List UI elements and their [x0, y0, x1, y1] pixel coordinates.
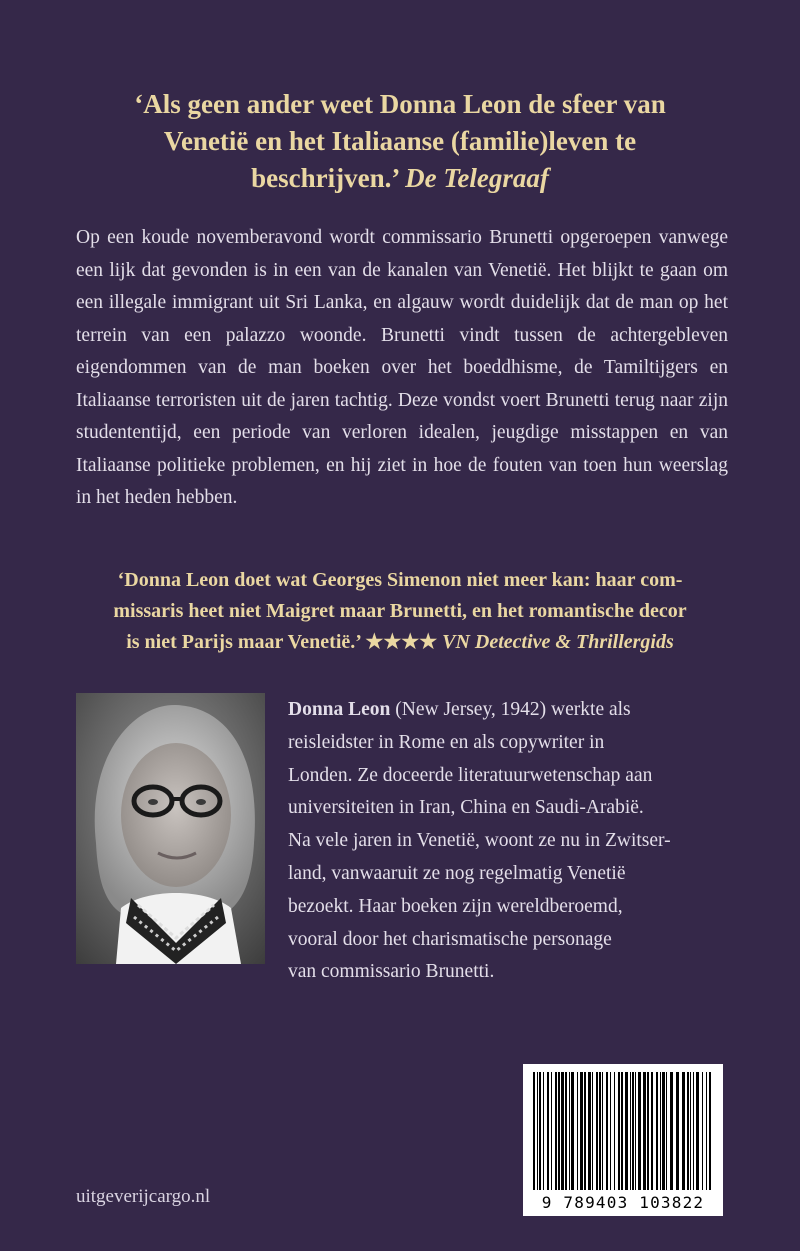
barcode-bar	[614, 1072, 615, 1190]
bio-line: reisleidster in Rome en als copywriter in	[288, 731, 605, 753]
isbn-digits: 9 789403 103822	[541, 1193, 705, 1212]
author-name: Donna Leon	[288, 699, 391, 720]
barcode-bar	[565, 1072, 567, 1190]
bio-line: Na vele jaren in Venetië, woont ze nu in Zwitser-	[288, 830, 671, 852]
barcode-bar	[690, 1072, 691, 1190]
barcode-bar	[693, 1072, 694, 1190]
quote-source: VN Detective & Thrillergids	[442, 631, 674, 653]
barcode-bar	[696, 1072, 699, 1190]
barcode-bar	[630, 1072, 631, 1190]
book-blurb: Op een koude novemberavond wordt commissario Brunetti opgeroepen vanwege een lijk dat gevonden is in een van de kanalen van Venetië. Het blijkt te gaan om een illegale immigrant uit Sri Lanka, en algauw wordt duidelijk dat de man op het terrein van een palazzo woonde. Brunetti vindt tussen de achtergebleven eigendommen van de man boeken over het boeddhisme, de Tamiltijgers en Italiaanse terroristen uit de jaren tachtig. Deze vondst voert Brunetti terug naar zijn studententijd, een periode van verloren idealen, jeugdige misstappen en van Italiaanse politieke problemen, en hij ziet in hoe de fouten van toen hun weerslag in het heden hebben.	[76, 227, 728, 508]
barcode-bar	[588, 1072, 591, 1190]
publisher-website: uitgeverijcargo.nl	[76, 1186, 211, 1207]
bio-line: universiteiten in Iran, China en Saudi-Arabië.	[288, 797, 644, 819]
barcode-bar	[596, 1072, 598, 1190]
barcode-bar	[602, 1072, 603, 1190]
barcode-bar	[635, 1072, 636, 1190]
barcode-bar	[592, 1072, 593, 1190]
bio-line: Londen. Ze doceerde literatuurwetenschap aan	[288, 764, 653, 786]
barcode-bar	[632, 1072, 634, 1190]
barcode-bar	[647, 1072, 649, 1190]
bio-line: van commissario Brunetti.	[288, 961, 495, 983]
barcode-bar	[599, 1072, 601, 1190]
isbn-barcode	[523, 1064, 723, 1216]
barcode-bar	[621, 1072, 623, 1190]
barcode-bar	[618, 1072, 620, 1190]
bio-text: (New Jersey, 1942) werkte als	[390, 699, 631, 720]
quote-text: is niet Parijs maar Venetië.’ ★★★★	[126, 631, 443, 653]
barcode-bar	[662, 1072, 665, 1190]
barcode-bar	[660, 1072, 661, 1190]
barcode-bar	[571, 1072, 574, 1190]
quote-line: ‘Als geen ander weet Donna Leon de sfeer van	[134, 89, 666, 119]
barcode-bar	[670, 1072, 673, 1190]
barcode-bar	[687, 1072, 689, 1190]
press-quote-telegraaf	[60, 86, 740, 197]
barcode-bar	[584, 1072, 586, 1190]
bio-line: land, vanwaaruit ze nog regelmatig Venetië	[288, 862, 626, 884]
bio-line: vooral door het charismatische personage	[288, 928, 612, 950]
barcode-bar	[702, 1072, 703, 1190]
barcode-bar	[656, 1072, 658, 1190]
press-quote-vn	[66, 565, 734, 658]
barcode-bar	[555, 1072, 557, 1190]
author-bio	[288, 694, 728, 989]
quote-line: missaris heet niet Maigret maar Brunetti, en het romantische decor	[113, 600, 687, 622]
barcode-bar	[709, 1072, 711, 1190]
barcode-bar	[610, 1072, 611, 1190]
author-photo	[76, 693, 265, 964]
barcode-bar	[561, 1072, 564, 1190]
barcode-bar	[682, 1072, 685, 1190]
barcode-bar	[606, 1072, 608, 1190]
barcode-bar	[543, 1072, 544, 1190]
quote-source: De Telegraaf	[405, 163, 549, 193]
barcode-bar	[558, 1072, 560, 1190]
barcode-bar	[533, 1072, 535, 1190]
barcode-bar	[706, 1072, 707, 1190]
barcode-bar	[638, 1072, 641, 1190]
quote-line	[66, 627, 734, 658]
barcode-bar	[569, 1072, 570, 1190]
barcode-bar	[537, 1072, 538, 1190]
barcode-bar	[666, 1072, 667, 1190]
quote-line: Venetië en het Italiaanse (familie)leven te	[163, 126, 637, 156]
barcode-bar	[676, 1072, 679, 1190]
barcode-bar	[580, 1072, 583, 1190]
quote-line: ‘Donna Leon doet wat Georges Simenon niet meer kan: haar com-	[117, 569, 683, 591]
barcode-bar	[551, 1072, 552, 1190]
bio-line	[288, 694, 728, 727]
barcode-bar	[625, 1072, 628, 1190]
barcode-bar	[539, 1072, 541, 1190]
barcode-bar	[577, 1072, 578, 1190]
barcode-bar	[651, 1072, 653, 1190]
barcode-bar	[547, 1072, 549, 1190]
bio-line: bezoekt. Haar boeken zijn wereldberoemd,	[288, 895, 623, 917]
quote-line	[60, 160, 740, 197]
barcode-bar	[643, 1072, 646, 1190]
quote-text: beschrijven.’	[251, 163, 406, 193]
